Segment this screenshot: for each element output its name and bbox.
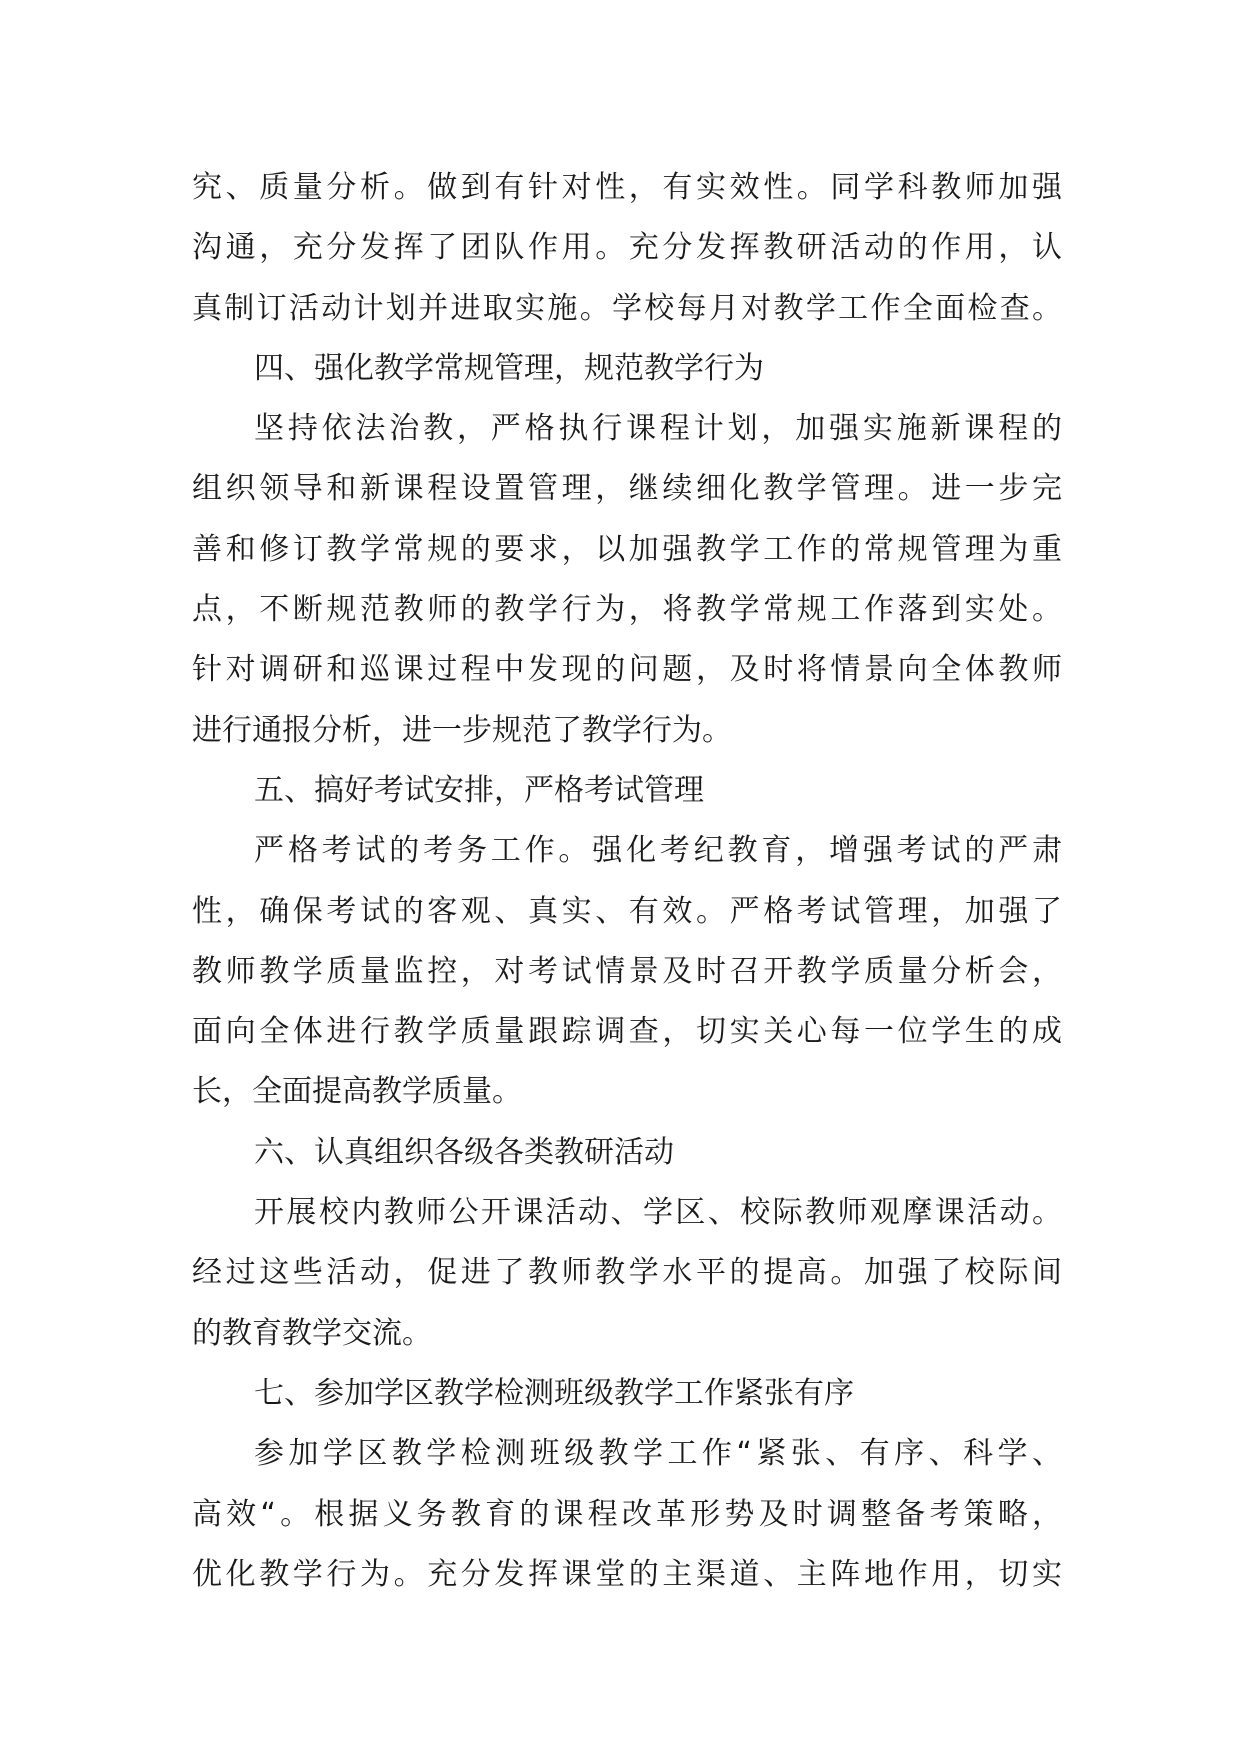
section-heading-6: 六、认真组织各级各类教研活动 — [254, 1134, 674, 1170]
text-line: 的教育教学交流。 — [192, 1315, 432, 1351]
text-line: 进行通报分析，进一步规范了教学行为。 — [192, 712, 732, 748]
text-line: 教师教学质量监控，对考试情景及时召开教学质量分析会， — [192, 953, 1062, 989]
text-line: 参加学区教学检测班级教学工作“紧张、有序、科学、 — [254, 1436, 1062, 1472]
text-line: 长，全面提高教学质量。 — [192, 1074, 522, 1110]
text-line: 坚持依法治教，严格执行课程计划，加强实施新课程的 — [254, 411, 1062, 447]
text-line: 优化教学行为。充分发挥课堂的主渠道、主阵地作用，切实 — [192, 1556, 1062, 1592]
section-heading-4: 四、强化教学常规管理，规范教学行为 — [254, 350, 764, 386]
section-heading-5: 五、搞好考试安排，严格考试管理 — [254, 772, 704, 808]
text-line: 严格考试的考务工作。强化考纪教育，增强考试的严肃 — [254, 833, 1062, 869]
text-line: 点，不断规范教师的教学行为，将教学常规工作落到实处。 — [192, 592, 1062, 628]
text-line: 针对调研和巡课过程中发现的问题，及时将情景向全体教师 — [192, 652, 1062, 688]
text-line: 面向全体进行教学质量跟踪调查，切实关心每一位学生的成 — [192, 1014, 1062, 1050]
text-line: 善和修订教学常规的要求，以加强教学工作的常规管理为重 — [192, 531, 1062, 567]
text-line: 组织领导和新课程设置管理，继续细化教学管理。进一步完 — [192, 471, 1062, 507]
text-line: 真制订活动计划并进取实施。学校每月对教学工作全面检查。 — [192, 290, 1062, 326]
text-line: 沟通，充分发挥了团队作用。充分发挥教研活动的作用，认 — [192, 230, 1062, 266]
text-line: 究、质量分析。做到有针对性，有实效性。同学科教师加强 — [192, 170, 1062, 205]
text-line: 性，确保考试的客观、真实、有效。严格考试管理，加强了 — [192, 893, 1062, 929]
section-heading-7: 七、参加学区教学检测班级教学工作紧张有序 — [254, 1375, 854, 1411]
text-line: 高效“。根据义务教育的课程改革形势及时调整备考策略， — [192, 1496, 1062, 1532]
text-line: 开展校内教师公开课活动、学区、校际教师观摩课活动。 — [254, 1195, 1062, 1231]
document-body — [192, 158, 1062, 1605]
text-line: 经过这些活动，促进了教师教学水平的提高。加强了校际间 — [192, 1255, 1062, 1291]
